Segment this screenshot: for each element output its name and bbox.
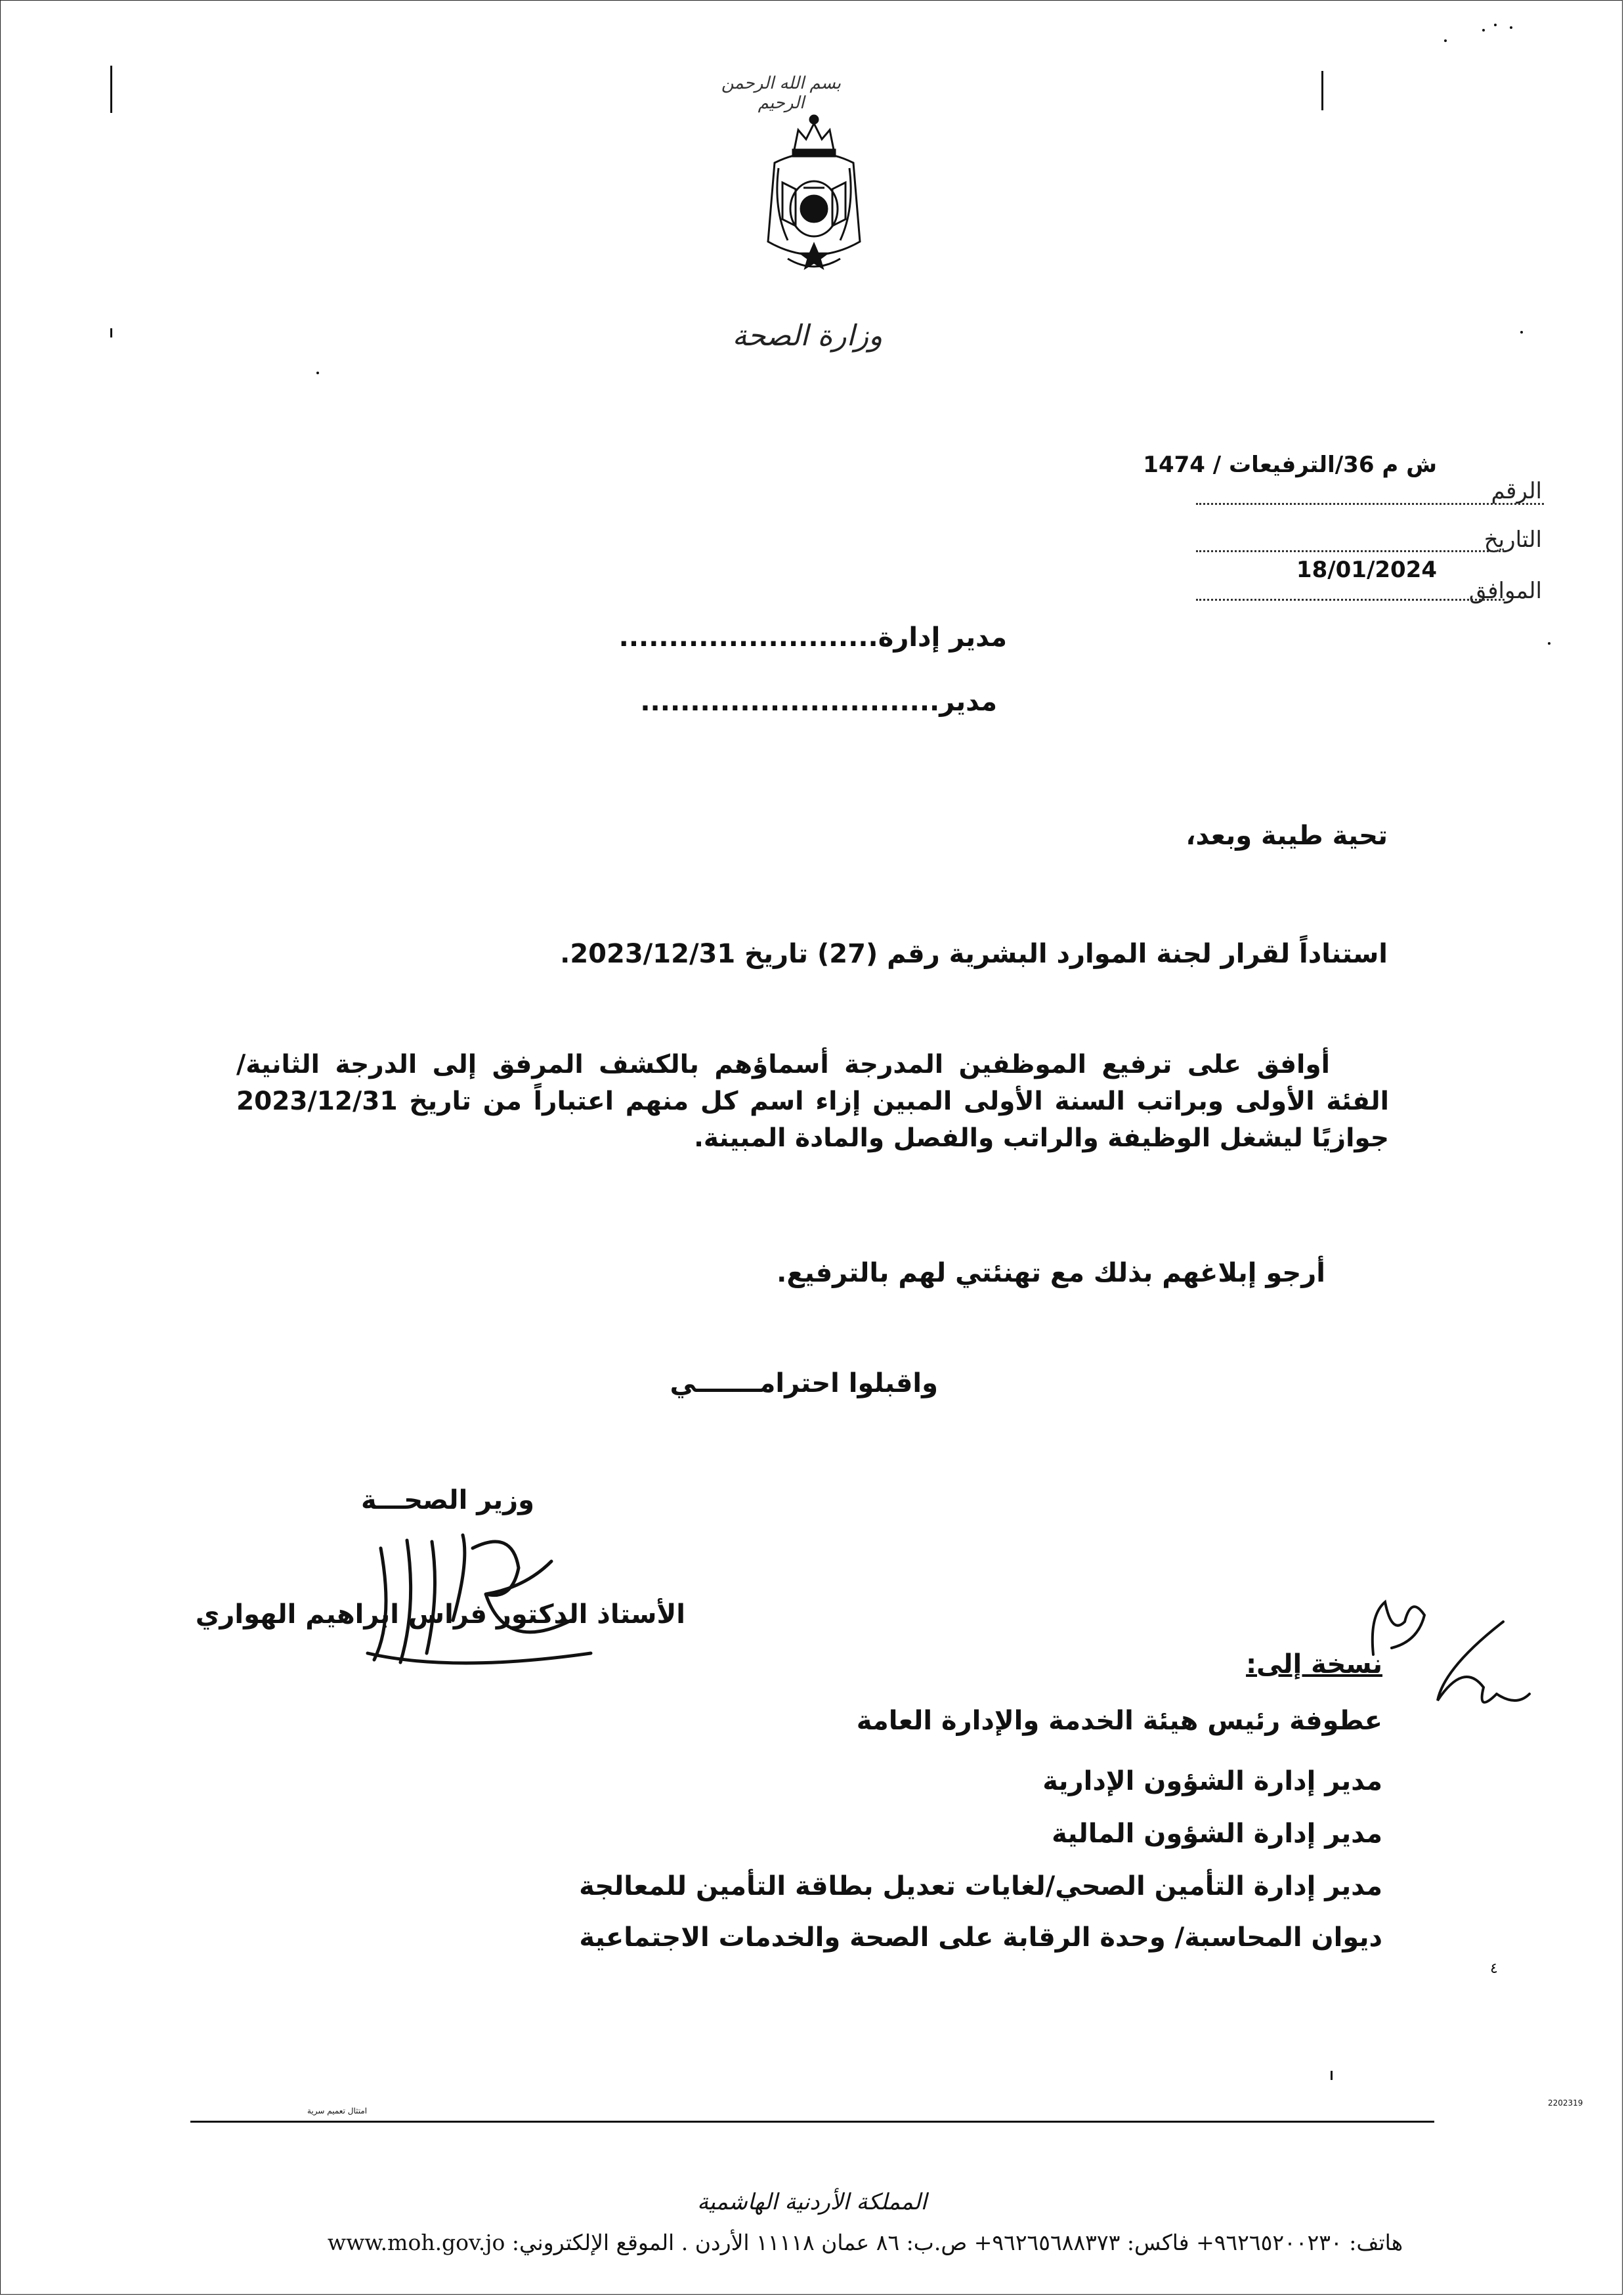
corresponding-label: الموافق — [1468, 578, 1542, 604]
scan-mark-right — [1321, 71, 1323, 110]
decision-basis: استناداً لقرار لجنة الموارد البشرية رقم (27) تاريخ 2023/12/31. — [560, 939, 1388, 969]
scan-mark-bottom — [1331, 2071, 1333, 2080]
corresponding-date: 18/01/2024 — [1296, 557, 1437, 583]
reference-number: ش م 36/الترفيعات / 1474 — [1143, 452, 1437, 478]
copies-heading: نسخة إلى: — [1246, 1649, 1382, 1679]
minister-name: الأستاذ الدكتور فراس ابراهيم الهواري — [195, 1599, 685, 1630]
addressee-department-director: مدير إدارة.......................... — [618, 622, 1007, 653]
scan-dot — [1548, 642, 1550, 645]
scan-dot — [1520, 331, 1523, 334]
coat-of-arms-emblem — [748, 110, 880, 288]
reference-number-label: الرقم — [1491, 478, 1542, 504]
date-dots — [1196, 550, 1505, 552]
corresponding-dots — [1196, 599, 1505, 601]
copy-recipient: مدير إدارة الشؤون المالية — [1052, 1819, 1382, 1849]
scan-mark-left — [110, 66, 112, 113]
minister-signature — [354, 1522, 604, 1673]
scan-dot — [1494, 24, 1497, 26]
margin-note: ٤ — [1490, 1960, 1498, 1977]
scan-mark-left-small — [110, 328, 112, 337]
reference-number-dots — [1196, 503, 1544, 505]
copy-recipient: مدير إدارة التأمين الصحي/لغايات تعديل بطاقة التأمين للمعالجة — [579, 1871, 1382, 1901]
scan-dot — [1482, 29, 1485, 32]
scan-dot — [1510, 26, 1512, 29]
ministry-name-logo: وزارة الصحة — [732, 319, 883, 353]
approval-paragraph: أوافق على ترفيع الموظفين المدرجة أسماؤهم بالكشف المرفق إلى الدرجة الثانية/ الفئة الأولى وبراتب السنة الأولى المبين إزاء اسم كل منهم اعتباراً من تاريخ 2023/12/31 جوازيًا ليشغل الوظيفة والراتب والفصل والمادة المبينة. — [236, 1050, 1389, 1153]
scan-dot — [316, 372, 319, 374]
copy-recipient: مدير إدارة الشؤون الإدارية — [1042, 1766, 1382, 1796]
handwritten-annotation — [1365, 1576, 1536, 1727]
footer-contact-line — [274, 2230, 1456, 2255]
footer-kingdom: المملكة الأردنية الهاشمية — [697, 2189, 927, 2215]
greeting: تحية طيبة وبعد، — [1186, 821, 1388, 851]
footer-document-code: 2202319 — [1548, 2098, 1583, 2108]
footer-small-note: امتثال تعميم سرية — [307, 2106, 368, 2115]
footer-rule — [190, 2121, 1434, 2123]
copy-recipient: ديوان المحاسبة/ وحدة الرقابة على الصحة والخدمات الاجتماعية — [579, 1922, 1382, 1953]
footer-contact: هاتف: ٩٦٢٦٥٢٠٠٢٣٠+ فاكس: ٩٦٢٦٥٦٨٨٣٧٣+ ص.ب: ٨٦ عمان ١١١١٨ الأردن . الموقع الإلكتروني: — [511, 2230, 1403, 2255]
minister-title: وزير الصحـــة — [361, 1485, 534, 1515]
scan-dot — [1444, 39, 1447, 42]
closing-regards: واقبلوا احترامـــــــي — [670, 1368, 938, 1398]
copy-recipient: عطوفة رئيس هيئة الخدمة والإدارة العامة — [856, 1706, 1382, 1736]
footer-website: www.moh.gov.jo — [327, 2230, 505, 2255]
notification-request: أرجو إبلاغهم بذلك مع تهنئتي لهم بالترفيع. — [777, 1258, 1325, 1288]
date-label: التاريخ — [1484, 527, 1542, 553]
addressee-director: مدير.............................. — [640, 687, 997, 717]
basmala: بسم الله الرحمن الرحيم — [721, 74, 842, 113]
